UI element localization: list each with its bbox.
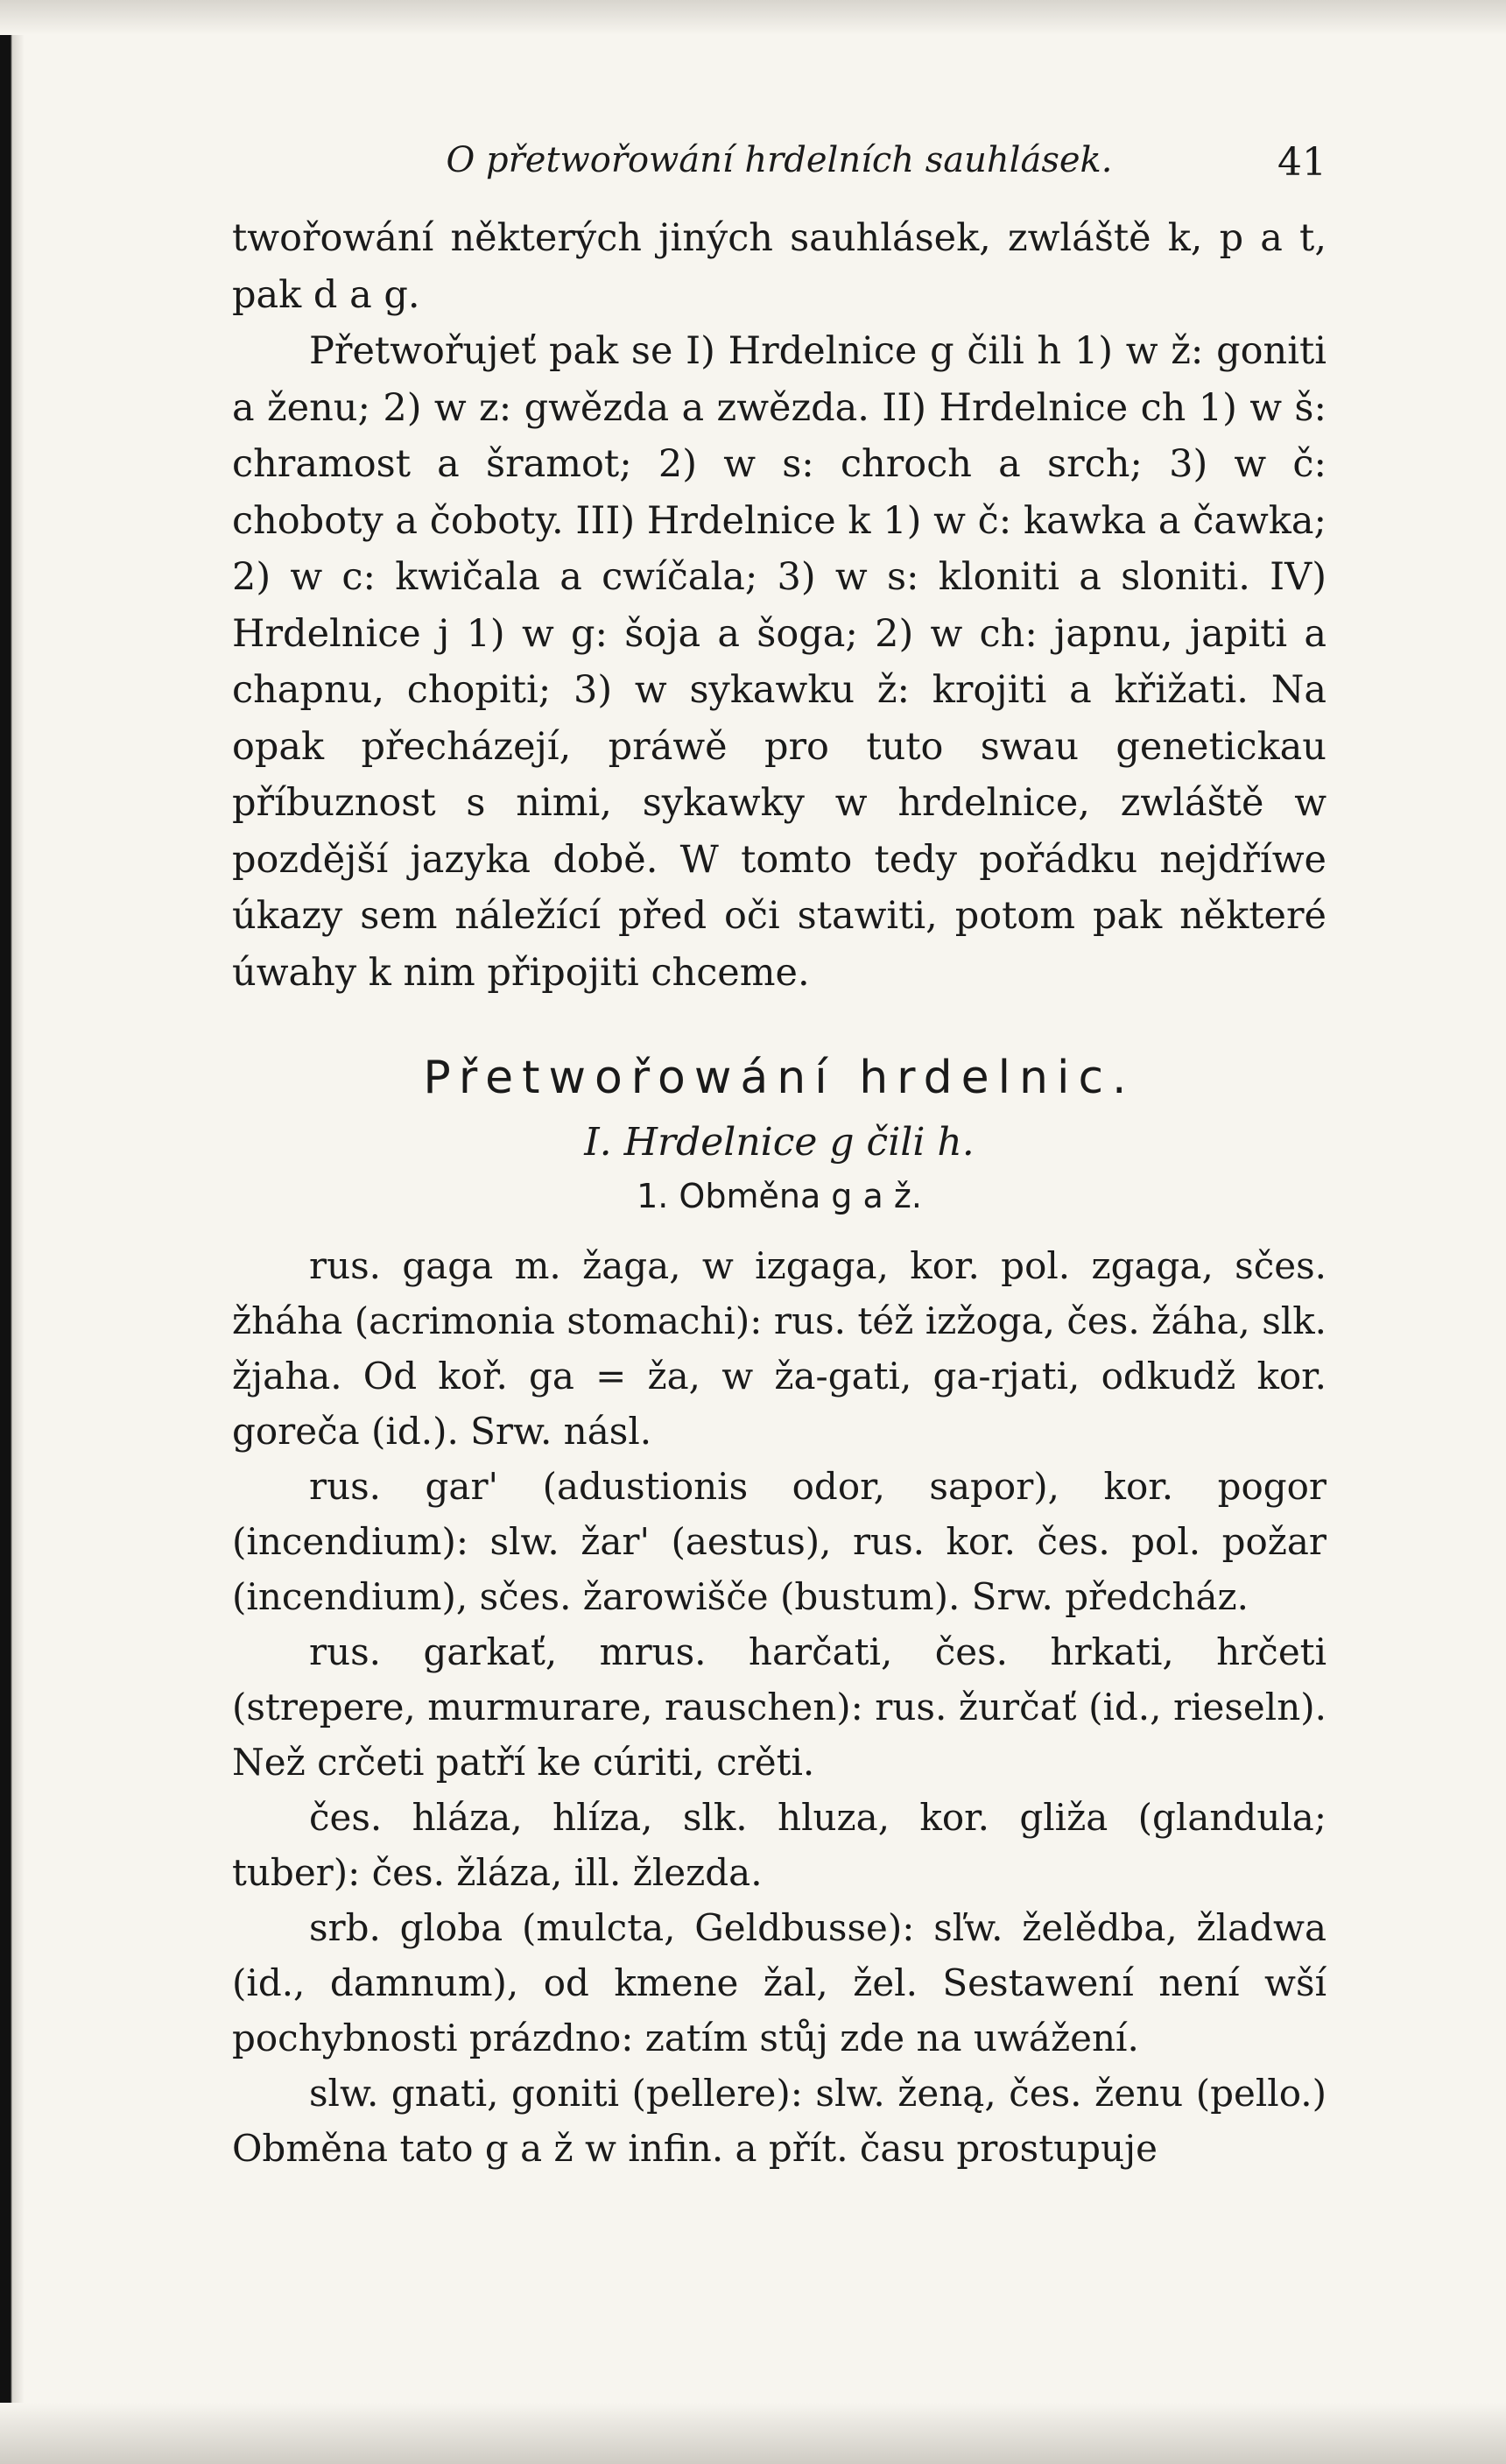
page-number: 41: [1277, 140, 1327, 185]
book-page: [232, 140, 1327, 2176]
intro-paragraph: Přetwořujeť pak se I) Hrdelnice g čili h 1) w ž: goniti a ženu; 2) w z: gwězda a zwězda. II) Hrdelnice ch 1) w š: chramost a šramot; 2) w s: chroch a srch; 3) w č: choboty a čoboty. III) Hrdelnice k 1) w č: kawka a čawka; 2) w c: kwičala a cwíčala; 3) w s: kloniti a sloniti. IV) Hrdelnice j 1) w g: šoja a šoga; 2) w ch: japnu, japiti a chapnu, chopiti; 3) w sykawku ž: krojiti a křižati. Na opak přecházejí, práwě pro tuto swau genetickau příbuznost s nimi, sykawky w hrdelnice, zwláště w pozdější jazyka době. W tomto tedy pořádku nejdříwe úkazy sem náležící před oči stawiti, potom pak některé úwahy k nim připojiti chceme.: [232, 329, 1327, 995]
entry-paragraph: rus. garkať, mrus. harčati, čes. hrkati, hrčeti (strepere, murmurare, rauschen): rus. žurčať (id., rieseln). Než crčeti patří ke cúriti, crěti.: [232, 1630, 1327, 1784]
entry-paragraph: rus. gar' (adustionis odor, sapor), kor. pogor (incendium): slw. žar' (aestus), rus. kor. čes. pol. požar (incendium), sčes. žarowišče (bustum). Srw. předcház.: [232, 1465, 1327, 1618]
intro-text: [232, 210, 1327, 1001]
scan-bottom-edge: [0, 2403, 1506, 2464]
section-subsubheading: 1. Obměna g a ž.: [637, 1177, 922, 1215]
entry-paragraph: rus. gaga m. žaga, w izgaga, kor. pol. zgaga, sčes. žháha (acrimonia stomachi): rus. též izžoga, čes. žáha, slk. žjaha. Od koř. ga = ža, w ža-gati, ga-rjati, odkudž kor. goreča (id.). Srw. násl.: [232, 1244, 1327, 1453]
scan-top-edge: [0, 0, 1506, 35]
intro-paragraph: twořowání některých jiných sauhlásek, zwláště k, p a t, pak d a g.: [232, 216, 1327, 317]
scan-left-edge: [0, 0, 25, 2464]
etymology-entries: [232, 1238, 1327, 2176]
running-head-title: O přetwořowání hrdelních sauhlásek.: [446, 140, 1113, 180]
section-subheading: I. Hrdelnice g čili h.: [584, 1120, 975, 1165]
running-head: [232, 140, 1327, 210]
entry-paragraph: čes. hláza, hlíza, slk. hluza, kor. gliža (glandula; tuber): čes. žláza, ill. žlezda.: [232, 1796, 1327, 1894]
section-heading: Přetwořowání hrdelnic.: [423, 1052, 1136, 1104]
entry-paragraph: srb. globa (mulcta, Geldbusse): sľw. želědba, žladwa (id., damnum), od kmene žal, žel. Sestawení není wší pochybnosti prázdno: zatím stůj zde na uwážení.: [232, 1906, 1327, 2059]
entry-paragraph: slw. gnati, goniti (pellere): slw. ženą, čes. ženu (pello.) Obměna tato g a ž w infin. a přít. času prostupuje: [232, 2072, 1327, 2170]
